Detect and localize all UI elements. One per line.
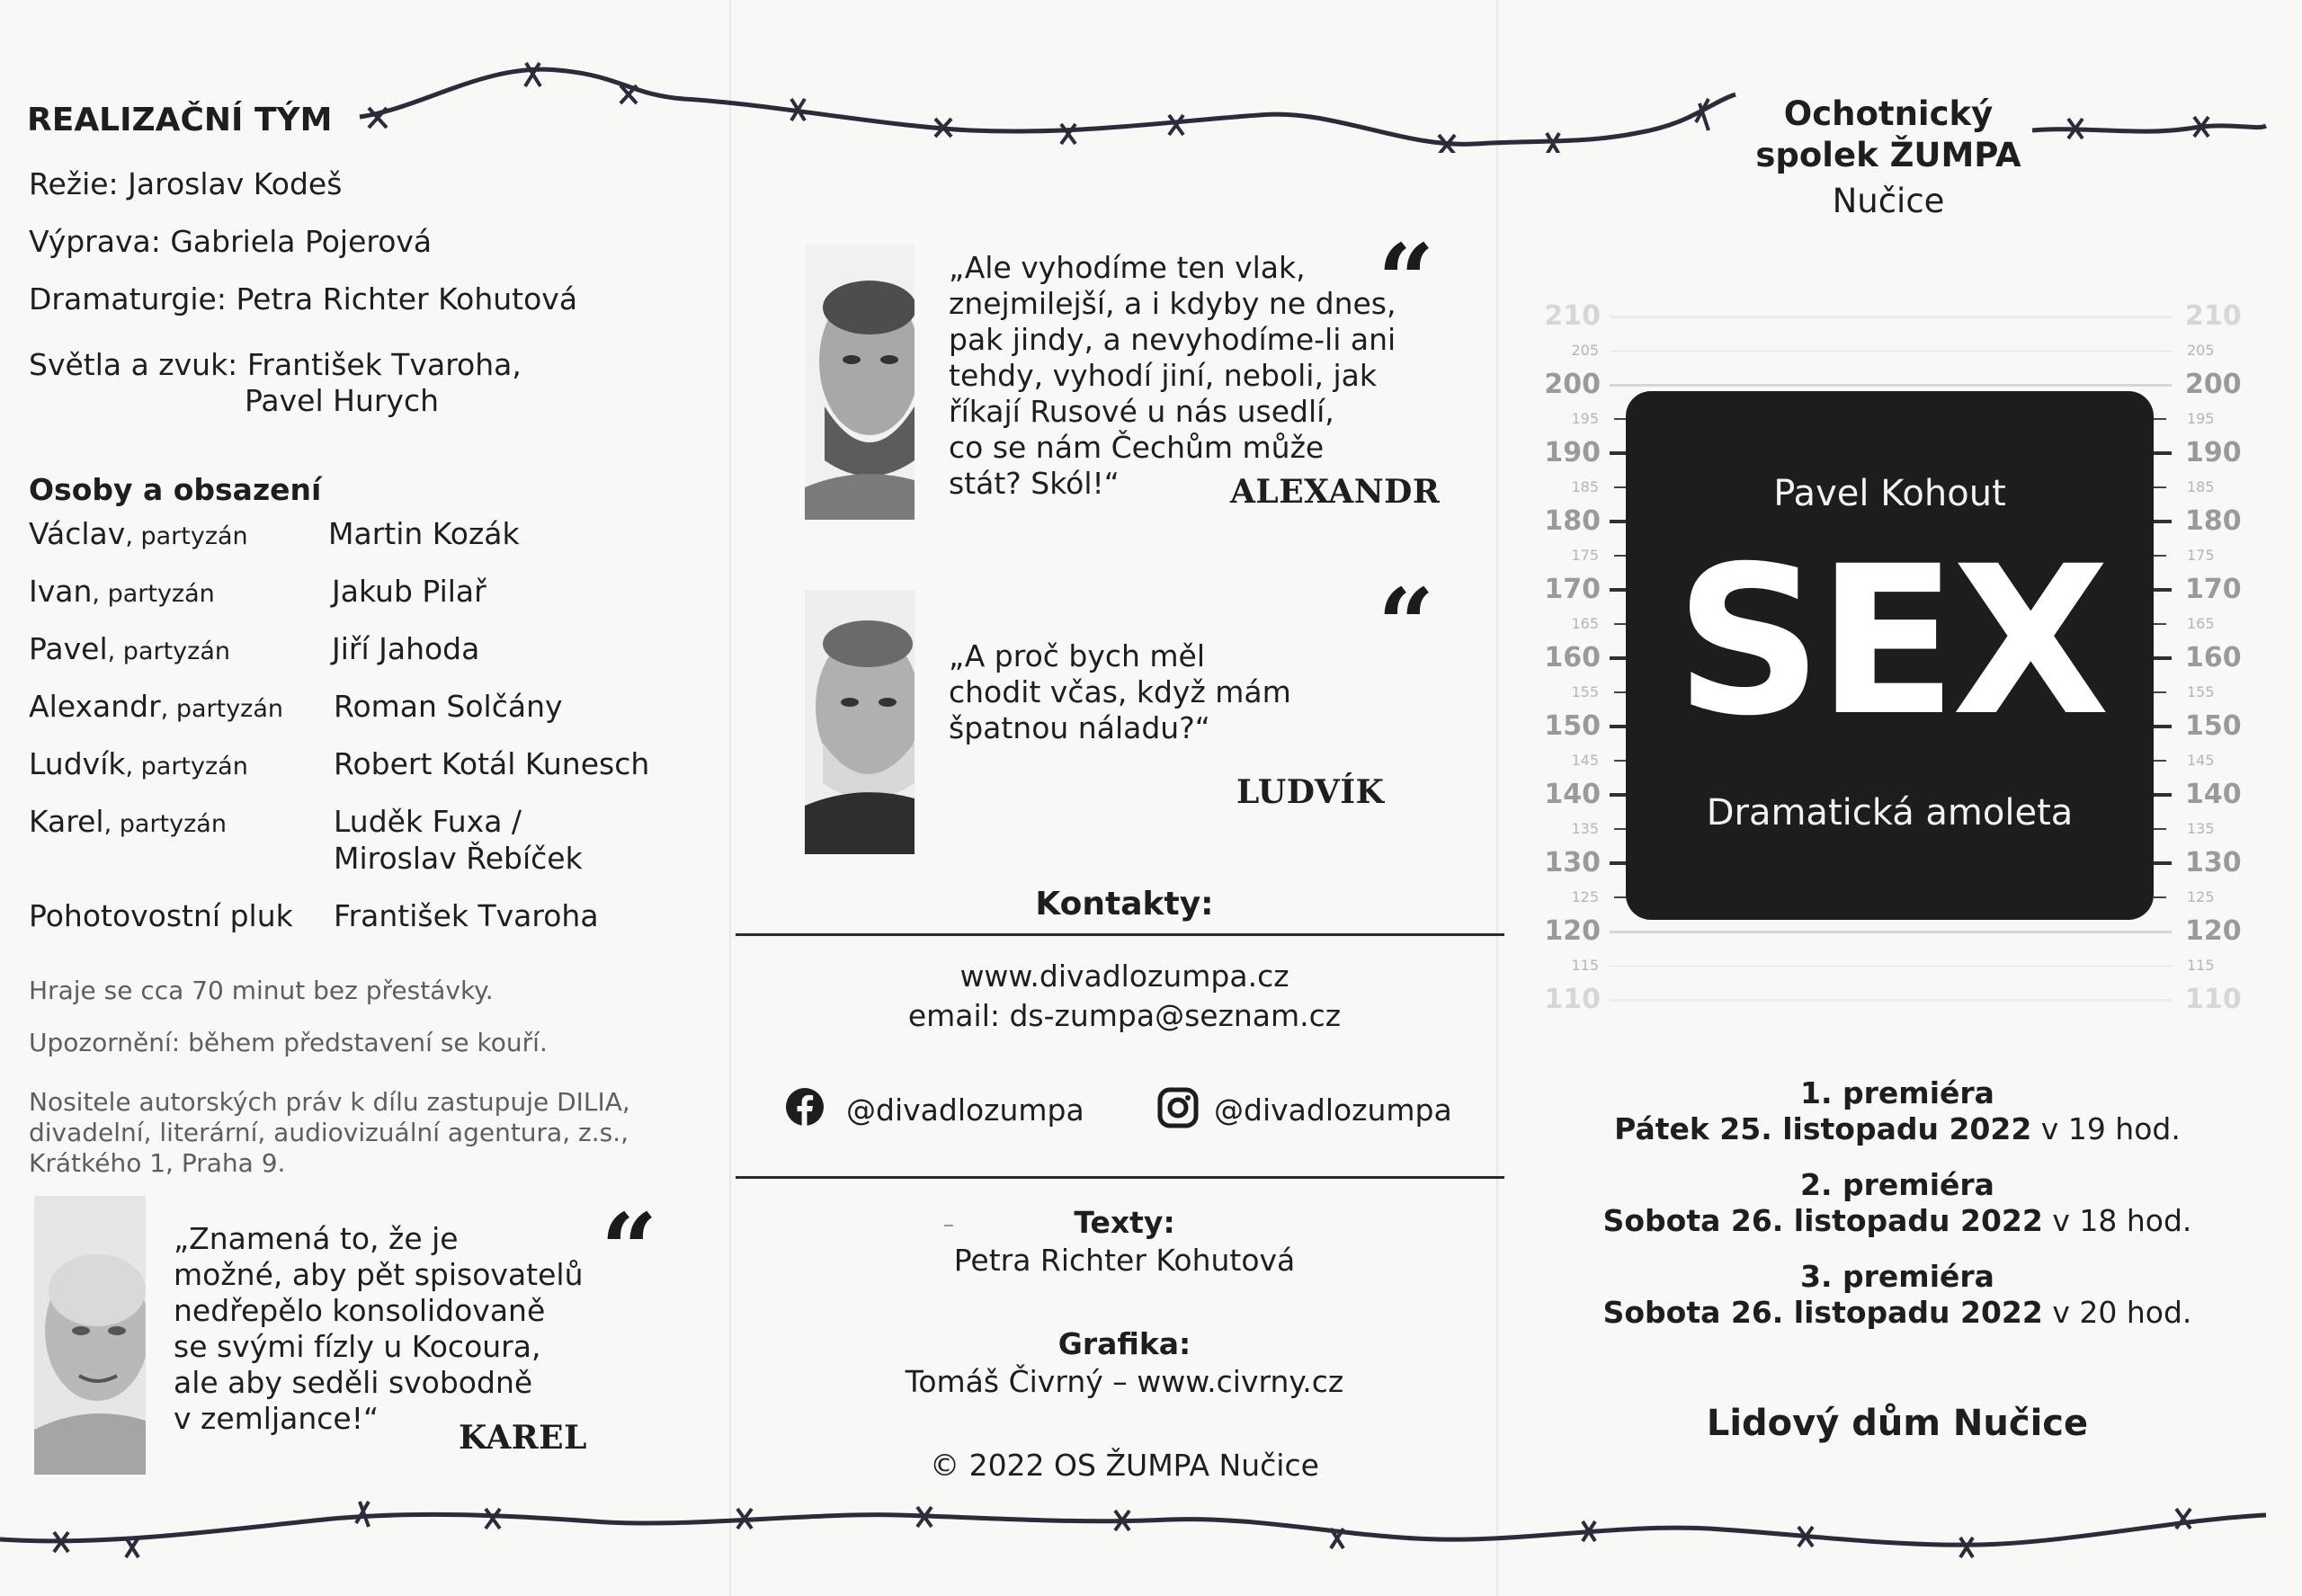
scale-line bbox=[1610, 316, 2172, 318]
role-name: Pohotovostní pluk bbox=[29, 898, 293, 933]
quote-line: tehdy, vyhodí jiní, neboli, jak bbox=[949, 358, 1377, 393]
duration-note: Hraje se cca 70 minut bez přestávky. bbox=[29, 976, 494, 1005]
scale-number: 120 bbox=[1544, 915, 1601, 947]
scale-tick-minor bbox=[2154, 896, 2166, 898]
cast-role bbox=[29, 898, 293, 934]
scale-number: 170 bbox=[2185, 574, 2242, 605]
scale-tick bbox=[2154, 656, 2172, 660]
premiere-date-line bbox=[1529, 1203, 2266, 1239]
scale-number-minor: 185 bbox=[1571, 478, 1599, 495]
team-value: Jaroslav Kodeš bbox=[128, 166, 343, 201]
alexandr-photo bbox=[805, 245, 915, 520]
cast-heading: Osoby a obsazení bbox=[29, 472, 322, 507]
copyright: © 2022 OS ŽUMPA Nučice bbox=[930, 1448, 1319, 1483]
scale-number: 170 bbox=[1544, 574, 1601, 605]
scale-tick-minor bbox=[2154, 418, 2166, 420]
scale-tick bbox=[1610, 451, 1628, 455]
role-note: , partyzán bbox=[107, 638, 230, 665]
team-row-design bbox=[29, 224, 432, 260]
premiere-date-line bbox=[1529, 1111, 2266, 1147]
scale-tick bbox=[2154, 861, 2172, 865]
scale-number-minor: 155 bbox=[2187, 683, 2215, 700]
instagram-icon bbox=[1157, 1087, 1199, 1128]
quote-line: stát? Skól!“ bbox=[949, 466, 1120, 501]
ludvik-quote bbox=[949, 638, 1291, 746]
scale-tick bbox=[2154, 588, 2172, 592]
cast-role bbox=[29, 804, 227, 843]
team-value: František Tvaroha, bbox=[246, 347, 522, 382]
scale-number-minor: 165 bbox=[2187, 615, 2215, 632]
quote-mark-icon: “ bbox=[601, 1191, 658, 1307]
role-note: , partyzán bbox=[125, 522, 248, 550]
email-link[interactable]: email: ds-zumpa@seznam.cz bbox=[907, 998, 1342, 1033]
org-place: Nučice bbox=[1832, 182, 1945, 220]
ludvik-photo bbox=[805, 590, 915, 854]
premiere-time: v 20 hod. bbox=[2042, 1295, 2192, 1330]
role-name: Václav bbox=[29, 516, 126, 551]
scan-speck bbox=[944, 1225, 953, 1226]
scale-line bbox=[1610, 999, 2172, 1002]
quote-line: možné, aby pět spisovatelů bbox=[174, 1257, 584, 1292]
team-value-second-line: Pavel Hurych bbox=[245, 383, 440, 418]
quote-line: chodit včas, když mám bbox=[949, 674, 1291, 709]
fold-line bbox=[729, 0, 731, 1596]
premiere-time: v 19 hod. bbox=[2031, 1111, 2181, 1146]
facebook-icon bbox=[785, 1087, 825, 1127]
role-name: Pavel bbox=[29, 631, 108, 666]
scale-number: 140 bbox=[1544, 779, 1601, 810]
facebook-link[interactable]: @divadlozumpa bbox=[846, 1092, 1084, 1128]
scale-line bbox=[1610, 931, 2172, 933]
premiere-date-line bbox=[1529, 1295, 2266, 1331]
quote-line: ale aby seděli svobodně bbox=[174, 1365, 533, 1400]
cast-actor: František Tvaroha bbox=[334, 898, 599, 933]
role-note: , partyzán bbox=[103, 810, 227, 838]
scale-tick-minor bbox=[2154, 555, 2166, 557]
scale-number-minor: 125 bbox=[1571, 888, 1599, 905]
quote-mark-icon: “ bbox=[1378, 222, 1435, 338]
scale-number: 110 bbox=[2185, 984, 2242, 1015]
cast-actor: Robert Kotál Kunesch bbox=[334, 746, 650, 781]
rights-note bbox=[29, 1087, 630, 1179]
smoking-note: Upozornění: během představení se kouří. bbox=[29, 1028, 548, 1057]
quote-line: říkají Rusové u nás usedlí, bbox=[949, 394, 1334, 429]
scale-tick-minor bbox=[2154, 691, 2166, 693]
scale-tick bbox=[1610, 656, 1628, 660]
role-name: Ivan bbox=[29, 574, 93, 609]
scale-tick bbox=[1610, 861, 1628, 865]
role-note: , partyzán bbox=[125, 753, 248, 780]
title-card bbox=[1626, 391, 2154, 920]
scale-number-minor: 195 bbox=[2187, 410, 2215, 427]
quote-line: „A proč bych měl bbox=[949, 638, 1206, 673]
role-name: Karel bbox=[29, 804, 104, 839]
scale-tick-minor bbox=[1614, 418, 1627, 420]
contacts-heading: Kontakty: bbox=[1035, 886, 1214, 923]
scale-number: 160 bbox=[1544, 642, 1601, 673]
team-label: Dramaturgie: bbox=[29, 281, 227, 317]
premiere-title: 3. premiéra bbox=[1800, 1259, 1994, 1294]
cast-actor: Martin Kozák bbox=[328, 516, 520, 551]
scale-tick bbox=[1610, 520, 1628, 523]
role-note: , partyzán bbox=[160, 695, 284, 723]
scale-number-minor: 185 bbox=[2187, 478, 2215, 495]
cast-role bbox=[29, 516, 248, 555]
scale-number: 180 bbox=[2185, 505, 2242, 537]
cast-role bbox=[29, 689, 283, 727]
scale-tick bbox=[2154, 451, 2172, 455]
scale-number: 150 bbox=[2185, 710, 2242, 742]
quote-line: se svými fízly u Kocoura, bbox=[174, 1329, 541, 1364]
scale-number: 200 bbox=[1544, 369, 1601, 400]
scale-tick-minor bbox=[1614, 486, 1627, 488]
scale-number-minor: 115 bbox=[2187, 957, 2215, 974]
scale-line-minor bbox=[1610, 351, 2172, 352]
scale-tick-minor bbox=[1614, 691, 1627, 693]
quote-line: špatnou náladu?“ bbox=[949, 710, 1210, 745]
premiere-date: Sobota 26. listopadu 2022 bbox=[1602, 1295, 2043, 1330]
premiere-title: 1. premiéra bbox=[1800, 1075, 1994, 1110]
scale-tick bbox=[2154, 520, 2172, 523]
barbed-wire-bottom bbox=[0, 1475, 2302, 1583]
scale-tick bbox=[2154, 725, 2172, 728]
quote-line: znejmilejší, a i kdyby ne dnes, bbox=[949, 286, 1396, 321]
scale-number-minor: 205 bbox=[2187, 342, 2215, 359]
premiere-date: Sobota 26. listopadu 2022 bbox=[1602, 1203, 2043, 1238]
scale-tick bbox=[2154, 793, 2172, 797]
cast-role bbox=[29, 631, 230, 670]
scale-tick-minor bbox=[1614, 555, 1627, 557]
quote-line: co se nám Čechům může bbox=[949, 430, 1325, 465]
scale-tick-minor bbox=[2154, 760, 2166, 762]
cast-actor-second: Miroslav Řebíček bbox=[334, 841, 583, 876]
cast-role bbox=[29, 746, 248, 785]
scale-number-minor: 205 bbox=[1571, 342, 1599, 359]
team-value: Petra Richter Kohutová bbox=[236, 281, 578, 317]
scale-number: 210 bbox=[1544, 300, 1601, 332]
role-note: , partyzán bbox=[92, 580, 215, 608]
scale-number: 130 bbox=[1544, 847, 1601, 878]
quote-line: nedřepělo konsolidovaně bbox=[174, 1293, 546, 1328]
team-label: Světla a zvuk: bbox=[29, 347, 238, 382]
scale-number-minor: 135 bbox=[1571, 820, 1599, 837]
team-label: Režie: bbox=[29, 166, 119, 201]
rights-line: Nositele autorských práv k dílu zastupuje DILIA, bbox=[29, 1087, 630, 1117]
team-label: Výprava: bbox=[29, 224, 161, 259]
premiere-time: v 18 hod. bbox=[2042, 1203, 2192, 1238]
scale-number-minor: 135 bbox=[2187, 820, 2215, 837]
alexandr-name: ALEXANDR bbox=[1230, 473, 1441, 511]
scale-number: 130 bbox=[2185, 847, 2242, 878]
scale-number: 110 bbox=[1544, 984, 1601, 1015]
instagram-link[interactable]: @divadlozumpa bbox=[1214, 1092, 1452, 1128]
karel-name: KAREL bbox=[459, 1419, 587, 1457]
divider bbox=[736, 1176, 1504, 1179]
scale-tick-minor bbox=[2154, 623, 2166, 625]
premiere-date: Pátek 25. listopadu 2022 bbox=[1614, 1111, 2032, 1146]
divider bbox=[736, 933, 1504, 936]
scale-number-minor: 115 bbox=[1571, 957, 1599, 974]
cast-actor: Jakub Pilař bbox=[332, 574, 486, 609]
scale-tick-minor bbox=[1614, 623, 1627, 625]
team-value: Gabriela Pojerová bbox=[170, 224, 433, 259]
play-subtitle: Dramatická amoleta bbox=[1706, 792, 2074, 834]
org-name-line2: spolek ŽUMPA bbox=[1755, 136, 2021, 174]
cast-actor: Jiří Jahoda bbox=[332, 631, 480, 666]
scale-number: 150 bbox=[1544, 710, 1601, 742]
texts-heading: Texty: bbox=[1074, 1205, 1175, 1240]
website-link[interactable]: www.divadlozumpa.cz bbox=[959, 958, 1289, 994]
karel-photo bbox=[34, 1196, 146, 1475]
graphics-heading: Grafika: bbox=[1057, 1326, 1191, 1361]
alexandr-quote bbox=[949, 250, 1396, 502]
quote-line: „Znamená to, že je bbox=[174, 1221, 459, 1256]
scale-number-minor: 125 bbox=[2187, 888, 2215, 905]
scale-number-minor: 145 bbox=[1571, 752, 1599, 769]
quote-line: pak jindy, a nevyhodíme-li ani bbox=[949, 322, 1396, 357]
play-title: SEX bbox=[1674, 522, 2105, 761]
rights-line: divadelní, literární, audiovizuální agentura, z.s., bbox=[29, 1118, 629, 1147]
scale-line-minor bbox=[1610, 966, 2172, 967]
scale-number-minor: 175 bbox=[1571, 547, 1599, 564]
scale-tick-minor bbox=[1614, 828, 1627, 830]
scale-number-minor: 195 bbox=[1571, 410, 1599, 427]
scale-tick bbox=[1610, 793, 1628, 797]
scale-number: 160 bbox=[2185, 642, 2242, 673]
scale-tick-minor bbox=[1614, 896, 1627, 898]
premieres bbox=[1529, 1075, 2266, 1331]
karel-quote bbox=[174, 1221, 584, 1437]
scale-line bbox=[1610, 384, 2172, 387]
org-name-line1: Ochotnický bbox=[1783, 94, 1994, 133]
cast-role bbox=[29, 574, 215, 612]
graphics-author: Tomáš Čivrný – www.civrny.cz bbox=[905, 1364, 1344, 1399]
team-row-dramaturgy bbox=[29, 281, 577, 317]
rights-line: Krátkého 1, Praha 9. bbox=[29, 1148, 286, 1178]
scale-number-minor: 175 bbox=[2187, 547, 2215, 564]
texts-author: Petra Richter Kohutová bbox=[953, 1243, 1296, 1278]
role-name: Alexandr bbox=[29, 689, 161, 724]
scale-tick-minor bbox=[2154, 828, 2166, 830]
scale-number: 210 bbox=[2185, 300, 2242, 332]
team-row-direction bbox=[29, 166, 342, 202]
scale-tick-minor bbox=[1614, 760, 1627, 762]
cast-actor: Luděk Fuxa / bbox=[334, 804, 522, 839]
scale-number: 190 bbox=[1544, 437, 1601, 468]
quote-line: v zemljance!“ bbox=[174, 1401, 379, 1436]
cast-actor: Roman Solčány bbox=[334, 689, 563, 724]
scale-number: 120 bbox=[2185, 915, 2242, 947]
scale-tick-minor bbox=[2154, 486, 2166, 488]
scale-number-minor: 155 bbox=[1571, 683, 1599, 700]
scale-tick bbox=[1610, 588, 1628, 592]
team-heading: REALIZAČNÍ TÝM bbox=[27, 102, 333, 138]
scale-number-minor: 165 bbox=[1571, 615, 1599, 632]
venue: Lidový dům Nučice bbox=[1706, 1403, 2089, 1444]
quote-mark-icon: “ bbox=[1378, 566, 1435, 682]
scale-number-minor: 145 bbox=[2187, 752, 2215, 769]
ludvik-name: LUDVÍK bbox=[1236, 773, 1385, 811]
scale-tick bbox=[1610, 725, 1628, 728]
team-row-lights-sound bbox=[29, 347, 522, 383]
premiere-title: 2. premiéra bbox=[1800, 1167, 1994, 1202]
scale-number: 180 bbox=[1544, 505, 1601, 537]
scale-number: 140 bbox=[2185, 779, 2242, 810]
author-name: Pavel Kohout bbox=[1773, 473, 2006, 514]
scale-number: 190 bbox=[2185, 437, 2242, 468]
quote-line: „Ale vyhodíme ten vlak, bbox=[949, 250, 1306, 285]
role-name: Ludvík bbox=[29, 746, 126, 781]
scale-number: 200 bbox=[2185, 369, 2242, 400]
